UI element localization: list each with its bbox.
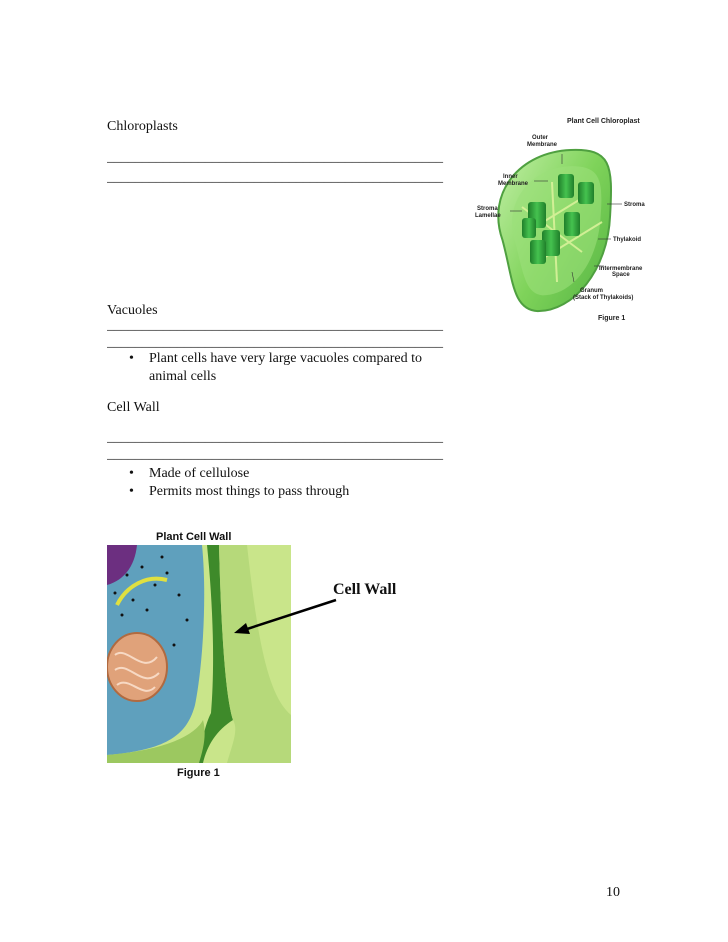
blank-line: ________________________________________________ xyxy=(107,335,443,350)
svg-text:Stroma: Stroma xyxy=(477,206,498,212)
svg-text:Thylakoid: Thylakoid xyxy=(613,237,642,243)
cell-wall-figure xyxy=(107,545,291,763)
cell-wall-heading: Cell Wall xyxy=(107,400,160,415)
page-number: 10 xyxy=(606,885,620,900)
bullet-text: Made of cellulose xyxy=(149,466,250,481)
svg-text:Granum: Granum xyxy=(580,288,604,294)
svg-text:Membrane: Membrane xyxy=(527,142,558,148)
cell-wall-figure-title: Plant Cell Wall xyxy=(156,531,232,543)
bullet-icon: • xyxy=(129,484,134,499)
blank-line: ________________________________________________ xyxy=(107,170,443,185)
svg-text:Inner: Inner xyxy=(503,174,518,180)
vacuoles-bullet-list xyxy=(107,350,447,386)
vacuoles-heading: Vacuoles xyxy=(107,303,158,318)
bullet-text: Plant cells have very large vacuoles compared to xyxy=(149,351,423,366)
blank-line: ________________________________________________ xyxy=(107,430,443,445)
svg-text:Space: Space xyxy=(612,272,630,278)
chloroplast-caption: Figure 1 xyxy=(598,315,626,322)
list-item xyxy=(107,350,447,386)
chloroplasts-heading: Chloroplasts xyxy=(107,119,178,134)
svg-text:Stroma: Stroma xyxy=(624,202,645,208)
blank-line: ________________________________________________ xyxy=(107,447,443,462)
svg-text:Outer: Outer xyxy=(532,135,549,141)
bullet-text: Permits most things to pass through xyxy=(149,484,350,499)
list-item xyxy=(107,483,447,501)
bullet-icon: • xyxy=(129,351,134,366)
chloroplast-figure xyxy=(472,112,658,327)
list-item xyxy=(107,465,447,483)
cell-wall-bullet-list xyxy=(107,465,447,501)
svg-text:Lamellae: Lamellae xyxy=(475,213,501,219)
bullet-text: animal cells xyxy=(149,369,217,384)
bullet-icon: • xyxy=(129,466,134,481)
blank-line: ________________________________________________ xyxy=(107,150,443,165)
mitochondrion xyxy=(107,633,167,701)
blank-line: ________________________________________________ xyxy=(107,318,443,333)
svg-text:(Stack of Thylakoids): (Stack of Thylakoids) xyxy=(573,295,634,301)
cell-wall-callout: Cell Wall xyxy=(333,581,397,598)
callout-arrow-icon xyxy=(230,596,340,638)
chloroplast-body xyxy=(490,145,628,316)
chloroplast-title: Plant Cell Chloroplast xyxy=(567,118,640,125)
cell-wall-caption: Figure 1 xyxy=(177,767,220,779)
svg-text:Membrane: Membrane xyxy=(498,181,529,187)
svg-text:Intermembrane: Intermembrane xyxy=(599,266,643,272)
